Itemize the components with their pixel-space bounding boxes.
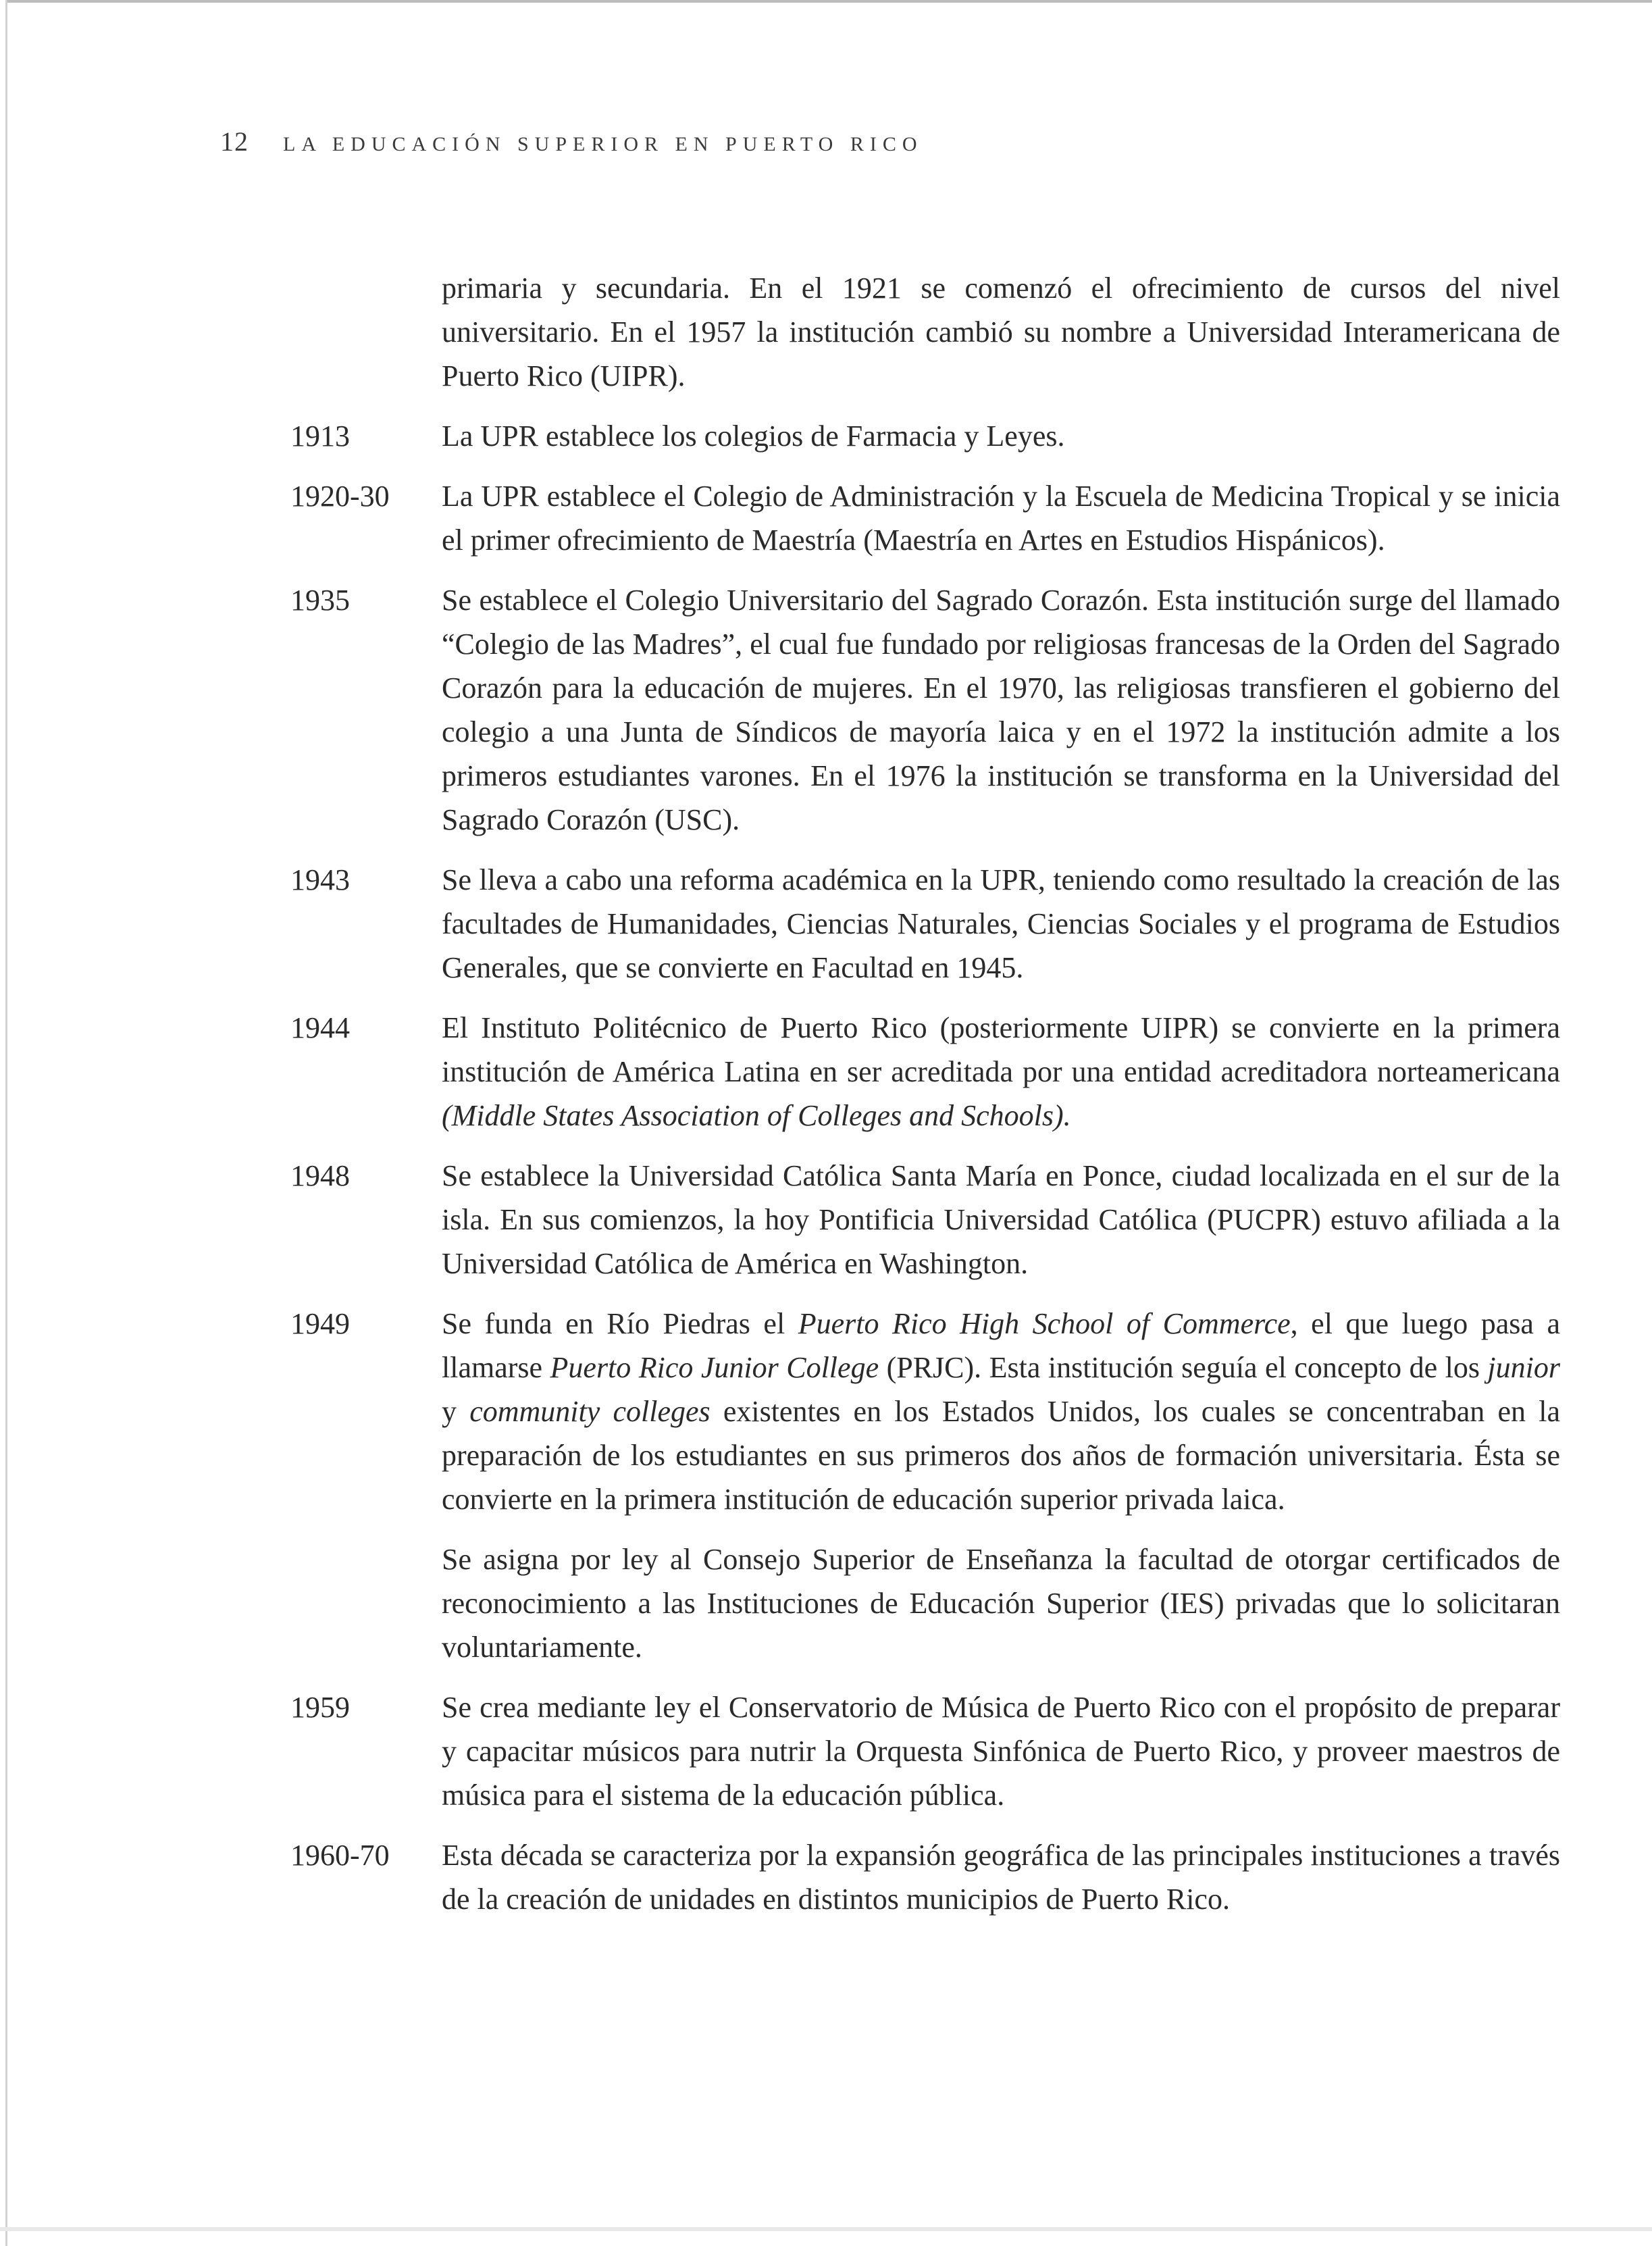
entry-text-italic: junior bbox=[1487, 1351, 1560, 1384]
entry-text-segment: Se funda en Río Piedras el bbox=[442, 1307, 798, 1340]
entry-text-italic: community colleges bbox=[469, 1395, 711, 1428]
timeline-entry-1948 bbox=[290, 1154, 1560, 1285]
entry-text-italic: (Middle States Association of Colleges and Schools). bbox=[442, 1099, 1071, 1132]
entry-text: Se establece la Universidad Católica Santa María en Ponce, ciudad localizada en el sur de la isla. En sus comienzos, la hoy Pontificia Universidad Católica (PUCPR) estuvo afiliada a la Universidad Católica de América en Washington. bbox=[442, 1159, 1560, 1280]
entry-year: 1959 bbox=[290, 1691, 350, 1724]
timeline-entry-1949 bbox=[290, 1302, 1560, 1669]
entry-text-segment: (PRJC). Esta institución seguía el concepto de los bbox=[879, 1351, 1488, 1384]
entry-text-segment: , el que luego pasa a llamarse bbox=[442, 1307, 1561, 1384]
entry-year: 1948 bbox=[290, 1159, 350, 1192]
entry-body bbox=[442, 1833, 1560, 1921]
entry-text bbox=[442, 1302, 1560, 1521]
timeline-entry-1913 bbox=[290, 414, 1560, 458]
entry-text-italic: Puerto Rico High School of Commerce bbox=[798, 1307, 1291, 1340]
entry-body bbox=[442, 1685, 1560, 1817]
timeline-entry-1944 bbox=[290, 1006, 1560, 1138]
entry-body bbox=[442, 578, 1560, 842]
entry-text-segment: y bbox=[442, 1395, 470, 1428]
timeline-content bbox=[290, 236, 1560, 1937]
entry-text-segment: existentes en los Estados Unidos, los cuales se concentraban en la preparación de los estudiantes en sus primeros dos años de formación universitaria. Ésta se convierte en la primera institución de educación superior privada laica. bbox=[442, 1395, 1560, 1516]
entry-text: Esta década se caracteriza por la expansión geográfica de las principales instituciones a través de la creación de unidades en distintos municipios de Puerto Rico. bbox=[442, 1839, 1560, 1916]
timeline-entry-1959 bbox=[290, 1685, 1560, 1817]
entry-year: 1913 bbox=[290, 419, 350, 453]
entry-text: La UPR establece el Colegio de Administración y la Escuela de Medicina Tropical y se inicia el primer ofrecimiento de Maestría (Maestría en Artes en Estudios Hispánicos). bbox=[442, 480, 1560, 557]
entry-body bbox=[442, 1154, 1560, 1285]
entry-body bbox=[442, 474, 1560, 562]
entry-body bbox=[442, 414, 1560, 458]
page-number: 12 bbox=[220, 126, 249, 157]
page-top-edge bbox=[7, 0, 1652, 3]
timeline-entry-1935 bbox=[290, 578, 1560, 842]
entry-text-italic: Puerto Rico Junior College bbox=[550, 1351, 879, 1384]
page-bottom-edge bbox=[0, 2227, 1652, 2231]
running-header bbox=[220, 126, 923, 157]
entry-year: 1920-30 bbox=[290, 480, 390, 513]
timeline-entry-1960-70 bbox=[290, 1833, 1560, 1921]
entry-text-main: El Instituto Politécnico de Puerto Rico (posteriormente UIPR) se convierte en la primera institución de América Latina en ser acreditada por una entidad acreditadora norteamericana bbox=[442, 1011, 1560, 1088]
entry-text: Se lleva a cabo una reforma académica en la UPR, teniendo como resultado la creación de las facultades de Humanidades, Ciencias Naturales, Ciencias Sociales y el programa de Estudios Generales, que se convierte en Facultad en 1945. bbox=[442, 863, 1560, 984]
entry-text: Se crea mediante ley el Conservatorio de Música de Puerto Rico con el propósito de preparar y capacitar músicos para nutrir la Orquesta Sinfónica de Puerto Rico, y proveer maestros de música para el sistema de la educación pública. bbox=[442, 1691, 1560, 1812]
entry-text bbox=[442, 1006, 1560, 1138]
entry-body bbox=[442, 858, 1560, 990]
entry-text: Se establece el Colegio Universitario del Sagrado Corazón. Esta institución surge del llamado “Colegio de las Madres”, el cual fue fundado por religiosas francesas de la Orden del Sagrado Corazón para la educación de mujeres. En el 1970, las religiosas transfieren el gobierno del colegio a una Junta de Síndicos de mayoría laica y en el 1972 la institución admite a los primeros estudiantes varones. En el 1976 la institución se transforma en la Universidad del Sagrado Corazón (USC). bbox=[442, 584, 1560, 836]
continued-paragraph: primaria y secundaria. En el 1921 se comenzó el ofrecimiento de cursos del nivel universitario. En el 1957 la institución cambió su nombre a Universidad Interamericana de Puerto Rico (UIPR). bbox=[442, 272, 1560, 392]
entry-year: 1944 bbox=[290, 1011, 350, 1044]
entry-year: 1949 bbox=[290, 1307, 350, 1340]
entry-text: La UPR establece los colegios de Farmacia y Leyes. bbox=[442, 419, 1065, 453]
entry-year: 1943 bbox=[290, 863, 350, 896]
entry-body bbox=[442, 1302, 1560, 1669]
entry-body bbox=[442, 1006, 1560, 1138]
entry-year: 1960-70 bbox=[290, 1839, 390, 1872]
timeline-entry-1920-30 bbox=[290, 474, 1560, 562]
running-title: LA EDUCACIÓN SUPERIOR EN PUERTO RICO bbox=[283, 133, 923, 155]
entry-text-second-paragraph: Se asigna por ley al Consejo Superior de Enseñanza la facultad de otorgar certificados de reconocimiento a las Instituciones de Educación Superior (IES) privadas que lo solicitaran voluntariamente. bbox=[442, 1543, 1560, 1664]
page-left-edge bbox=[5, 0, 7, 2246]
entry-year: 1935 bbox=[290, 584, 350, 617]
timeline-entry-1943 bbox=[290, 858, 1560, 990]
